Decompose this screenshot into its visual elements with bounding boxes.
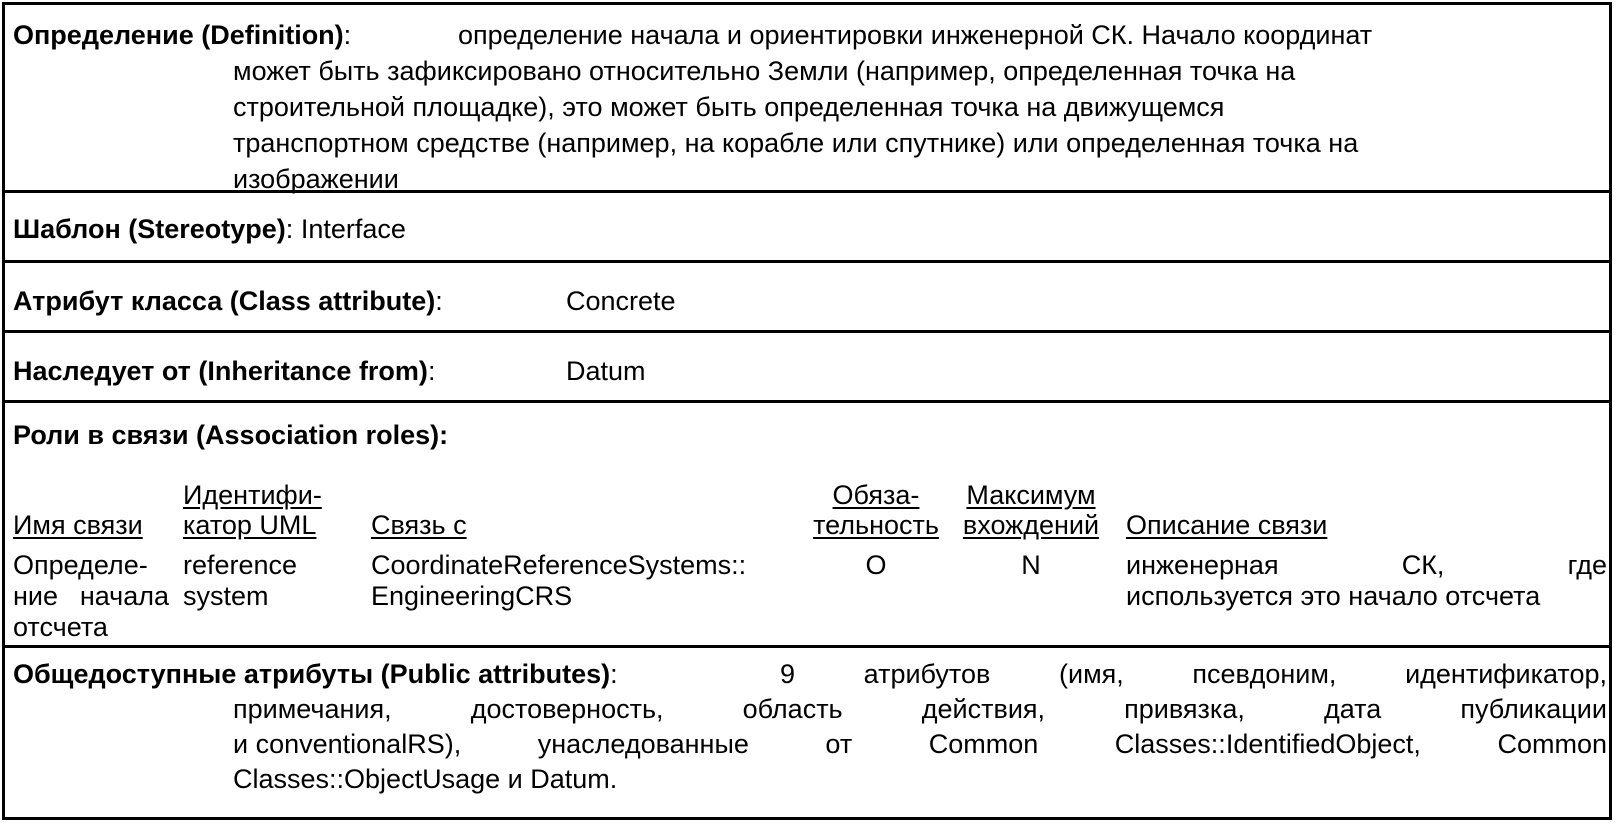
public-attributes-line-1	[780, 658, 1607, 690]
header-link: Связь с	[371, 510, 467, 540]
attr-word: унаследованные	[537, 729, 749, 759]
role-max: N	[1021, 550, 1041, 580]
role-name-line1: Определе-	[13, 550, 148, 580]
definition-row	[5, 5, 1609, 193]
attr-word: достоверность,	[470, 694, 664, 724]
definition-label-group	[13, 19, 351, 51]
attr-word: от	[825, 729, 853, 759]
header-max-line1: Максимум	[966, 480, 1096, 510]
role-obligation: O	[865, 550, 887, 580]
attr-word: примечания,	[233, 694, 392, 724]
role-desc-word: где	[1567, 550, 1607, 580]
class-attribute-value: Concrete	[566, 286, 676, 316]
attr-word: Classes::IdentifiedObject,	[1114, 729, 1421, 759]
class-attribute-row	[5, 263, 1609, 333]
attr-word: Common	[1497, 729, 1607, 759]
class-attribute-colon: :	[435, 286, 443, 316]
public-attributes-line-2	[233, 693, 1607, 725]
stereotype-group	[13, 213, 406, 245]
role-desc-line1	[1126, 549, 1607, 581]
definition-line-1: определение начала и ориентировки инженерной СК. Начало координат	[458, 20, 1373, 50]
inheritance-label: Наследует от (Inheritance from)	[13, 356, 428, 386]
role-name-line2	[13, 580, 169, 612]
inheritance-value: Datum	[566, 356, 646, 386]
attr-word: область	[742, 694, 843, 724]
role-uml-line2: system	[183, 581, 269, 611]
definition-line-2: может быть зафиксировано относительно Земли (например, определенная точка на	[233, 56, 1296, 86]
role-name-word: ние	[13, 581, 59, 611]
attr-word: 9	[780, 659, 796, 689]
attr-word: дата	[1323, 694, 1382, 724]
stereotype-colon: :	[285, 214, 294, 244]
header-max-line2: вхождений	[962, 510, 1100, 540]
public-attributes-colon: :	[610, 659, 618, 689]
inheritance-colon: :	[427, 356, 436, 386]
role-desc-word: СК,	[1401, 550, 1445, 580]
definition-colon: :	[343, 20, 352, 50]
stereotype-label: Шаблон (Stereotype)	[13, 214, 286, 244]
attr-word: привязка,	[1124, 694, 1245, 724]
role-uml-line1: reference	[183, 550, 298, 580]
public-attributes-line-3	[233, 728, 1607, 760]
definition-line-5: изображении	[233, 164, 399, 194]
public-attributes-label: Общедоступные атрибуты (Public attributes)	[13, 659, 611, 689]
role-name-line3: отсчета	[13, 612, 108, 642]
header-uml-line1: Идентифи-	[183, 480, 322, 510]
public-attributes-group	[13, 658, 618, 690]
association-colon: :	[439, 420, 449, 450]
inheritance-row	[5, 333, 1609, 403]
attr-word: псевдоним,	[1192, 659, 1337, 689]
header-uml-line2: катор UML	[183, 510, 317, 540]
stereotype-row	[5, 193, 1609, 263]
header-name: Имя связи	[13, 510, 143, 540]
attr-word: атрибутов	[863, 659, 991, 689]
class-attribute-label: Атрибут класса (Class attribute)	[13, 286, 436, 316]
public-attributes-row	[5, 648, 1609, 820]
header-description: Описание связи	[1126, 510, 1328, 540]
attr-word: публикации	[1460, 694, 1607, 724]
class-attribute-group	[13, 285, 443, 317]
association-label: Роли в связи (Association roles)	[13, 420, 440, 450]
attr-word: и conventionalRS),	[233, 729, 462, 759]
header-obligation-line2: тельность	[813, 510, 939, 540]
definition-line-3: строительной площадке), это может быть определенная точка на движущемся	[233, 92, 1225, 122]
attr-word: идентификатор,	[1405, 659, 1607, 689]
stereotype-value: Interface	[300, 214, 406, 244]
header-obligation-line1: Обяза-	[832, 480, 920, 510]
definition-label: Определение (Definition)	[13, 20, 344, 50]
attr-word: действия,	[921, 694, 1046, 724]
definition-line-4: транспортном средстве (например, на корабле или спутнике) или определенная точка на	[233, 128, 1359, 158]
role-desc-line2: используется это начало отсчета	[1126, 581, 1541, 611]
role-name-word: начала	[79, 581, 169, 611]
public-attributes-line-4: Classes::ObjectUsage и Datum.	[233, 764, 618, 794]
association-group	[13, 419, 448, 451]
attr-word: Common	[928, 729, 1039, 759]
inheritance-group	[13, 355, 435, 387]
association-roles-row	[5, 403, 1609, 648]
attr-word: (имя,	[1059, 659, 1124, 689]
role-link-line2: EngineeringCRS	[371, 581, 573, 611]
role-link-line1: CoordinateReferenceSystems::	[371, 550, 747, 580]
definition-table	[2, 2, 1612, 820]
role-desc-word: инженерная	[1126, 550, 1279, 580]
